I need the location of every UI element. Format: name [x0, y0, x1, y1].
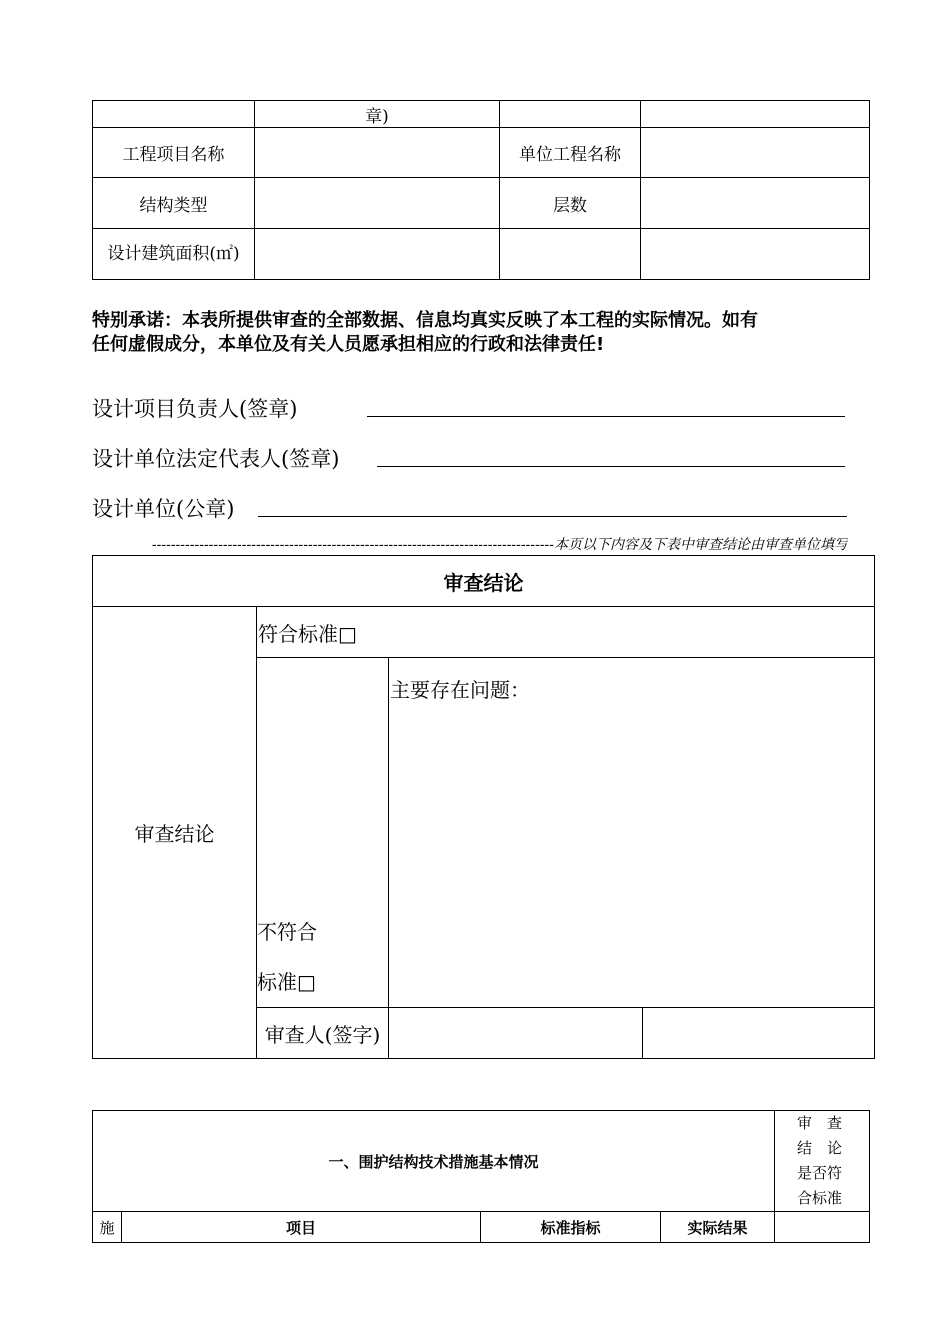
- design-unit-seal-line[interactable]: [258, 516, 847, 517]
- column-fragment: 施: [93, 1212, 122, 1243]
- column-item-header: 项目: [122, 1212, 481, 1243]
- unit-project-name-label: 单位工程名称: [500, 128, 641, 178]
- main-issues-label: 主要存在问题：: [390, 678, 530, 702]
- main-issues-field[interactable]: [389, 658, 875, 1008]
- empty-cell: [641, 229, 870, 280]
- reviewer-signature-cell-1[interactable]: [389, 1008, 643, 1059]
- dashed-divider: -------------------------------------------------------------------------------------: [151, 537, 554, 553]
- pledge-line-1: 特别承诺：本表所提供审查的全部数据、信息均真实反映了本工程的实际情况。如有: [92, 310, 758, 331]
- project-lead-signature-line[interactable]: [367, 416, 845, 417]
- structure-type-value[interactable]: [255, 178, 500, 229]
- conclusion-header-line-3: 是否符: [797, 1164, 843, 1182]
- conclusion-header-line-1: 审 查: [797, 1114, 843, 1132]
- conclusion-header-line-4: 合标准: [797, 1189, 843, 1207]
- meets-standard-checkbox[interactable]: 符合标准□: [257, 607, 875, 658]
- pledge-line-2: 任何虚假成分，本单位及有关人员愿承担相应的行政和法律责任!: [92, 334, 605, 355]
- column-standard-header: 标准指标: [481, 1212, 661, 1243]
- conclusion-header: [775, 1111, 870, 1212]
- column-actual-header: 实际结果: [661, 1212, 775, 1243]
- not-meet-line-2: 标准□: [257, 970, 316, 994]
- reviewer-signature-label: 审查人(签字): [257, 1008, 389, 1059]
- structure-type-label: 结构类型: [93, 178, 255, 229]
- divider-note-text: 本页以下内容及下表中审查结论由审查单位填写: [554, 537, 848, 553]
- design-area-label: 设计建筑面积(㎡): [93, 229, 255, 280]
- envelope-section-title: 一、围护结构技术措施基本情况: [93, 1111, 775, 1212]
- project-info-table: [92, 100, 870, 280]
- project-lead-signature-label: 设计项目负责人(签章): [92, 397, 298, 421]
- empty-cell: [775, 1212, 870, 1243]
- project-name-label: 工程项目名称: [93, 128, 255, 178]
- not-meet-standard-checkbox[interactable]: [257, 658, 389, 1008]
- legal-rep-signature-line[interactable]: [377, 466, 845, 467]
- review-title: 审查结论: [93, 556, 875, 607]
- floors-label: 层数: [500, 178, 641, 229]
- envelope-structure-table: [92, 1110, 870, 1243]
- reviewer-signature-cell-2[interactable]: [643, 1008, 875, 1059]
- not-meet-line-1: 不符合: [257, 920, 317, 944]
- empty-cell: [641, 101, 870, 128]
- empty-cell: [500, 101, 641, 128]
- design-unit-seal-label: 设计单位(公章): [92, 497, 235, 521]
- floors-value[interactable]: [641, 178, 870, 229]
- empty-cell: [500, 229, 641, 280]
- project-name-value[interactable]: [255, 128, 500, 178]
- pledge-text: [92, 309, 872, 357]
- signature-fragment: 章): [255, 101, 500, 128]
- review-row-label: 审查结论: [93, 607, 257, 1059]
- empty-cell: [93, 101, 255, 128]
- conclusion-header-line-2: 结 论: [797, 1139, 843, 1157]
- design-area-value[interactable]: [255, 229, 500, 280]
- review-conclusion-table: [92, 555, 875, 1059]
- legal-rep-signature-label: 设计单位法定代表人(签章): [92, 447, 340, 471]
- divider-note: [92, 534, 848, 554]
- unit-project-name-value[interactable]: [641, 128, 870, 178]
